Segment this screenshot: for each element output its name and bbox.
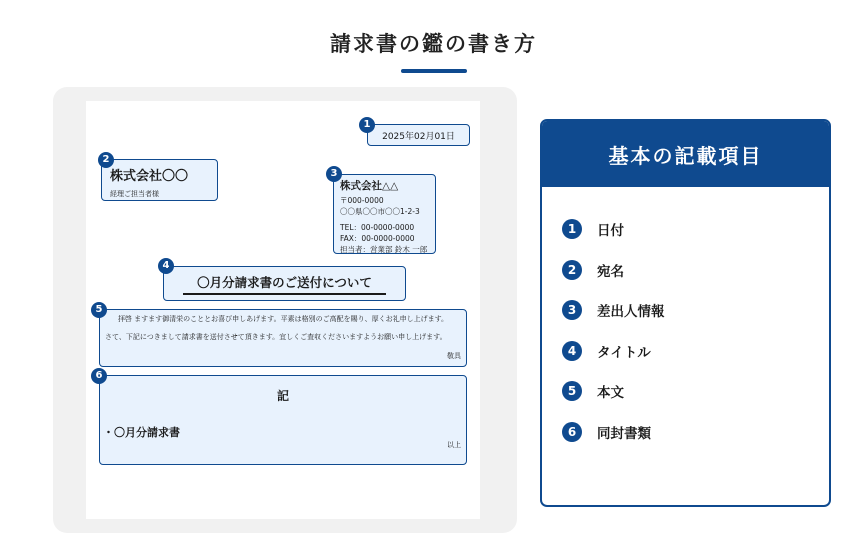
sender-postal: 〒000-0000 <box>340 196 384 206</box>
sender-box <box>333 174 436 254</box>
sender-tel: TEL：00-0000-0000 <box>340 222 415 232</box>
subject-box <box>163 266 406 301</box>
body-closing: 敬具 <box>447 352 461 360</box>
date-text: 2025年02月01日 <box>382 131 455 142</box>
legend-label: 宛名 <box>597 263 624 280</box>
legend-item <box>562 219 665 239</box>
addressee-box <box>101 159 218 201</box>
legend-number: 5 <box>562 381 582 401</box>
date-box <box>367 124 470 146</box>
legend-item <box>562 260 665 280</box>
badge-2: 2 <box>98 152 114 168</box>
legend-number: 6 <box>562 422 582 442</box>
enclosure-item: ・〇月分請求書 <box>103 426 180 439</box>
legend-title: 基本の記載項目 <box>542 121 829 187</box>
legend-list <box>562 219 665 462</box>
legend-item <box>562 300 665 320</box>
addressee-company: 株式会社〇〇 <box>110 169 189 184</box>
badge-1: 1 <box>359 117 375 133</box>
legend-number: 1 <box>562 219 582 239</box>
legend-item <box>562 341 665 361</box>
sender-company: 株式会社△△ <box>340 180 399 192</box>
legend-item <box>562 381 665 401</box>
page-title: 請求書の鑑の書き方 <box>330 32 537 56</box>
legend-label: 本文 <box>597 385 624 401</box>
badge-6: 6 <box>91 368 107 384</box>
body-line-1: 拝啓 ますます御清栄のこととお喜び申しあげます。平素は格別のご高配を賜り、厚くお礼申し上げます。 <box>117 315 449 323</box>
sender-fax: FAX：00-0000-0000 <box>340 233 415 243</box>
badge-5: 5 <box>91 302 107 318</box>
legend-number: 4 <box>562 341 582 361</box>
legend-number: 3 <box>562 300 582 320</box>
title-underline <box>401 69 467 73</box>
addressee-person: 経理ご担当者様 <box>110 190 159 198</box>
legend-number: 2 <box>562 260 582 280</box>
enclosure-heading: 記 <box>276 389 289 403</box>
subject-text: 〇月分請求書のご送付について <box>183 273 386 295</box>
body-line-2: さて、下記につきまして請求書を送付させて頂きます。宜しくご査収くださいますようお願い申し上げます。 <box>105 333 447 341</box>
legend-label: タイトル <box>597 344 651 361</box>
legend-label: 日付 <box>597 223 624 239</box>
legend-label: 同封書類 <box>597 425 651 442</box>
legend-item <box>562 422 665 442</box>
enclosure-closing: 以上 <box>447 441 461 449</box>
legend-card <box>540 119 831 507</box>
badge-3: 3 <box>326 166 342 182</box>
sender-address: 〇〇県〇〇市〇〇1-2-3 <box>340 207 420 217</box>
badge-4: 4 <box>158 258 174 274</box>
body-box <box>99 309 467 367</box>
legend-label: 差出人情報 <box>597 304 665 320</box>
enclosure-box <box>99 375 467 465</box>
sender-contact: 担当者：営業部 鈴木 一郎 <box>340 244 428 254</box>
